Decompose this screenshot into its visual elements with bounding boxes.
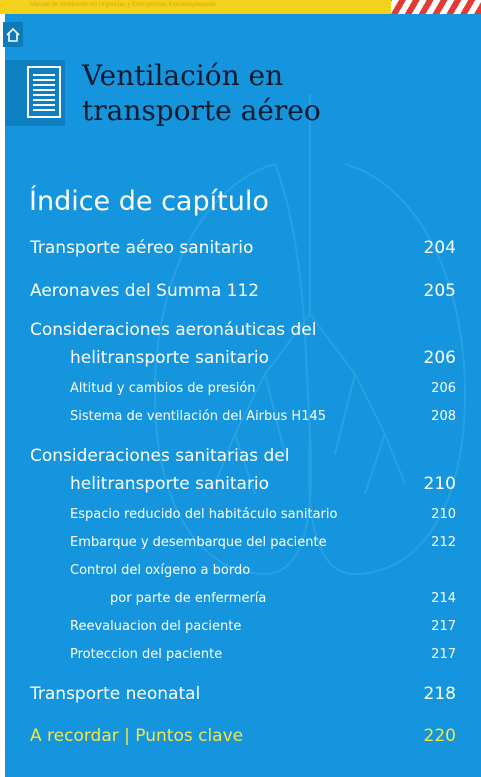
toc-entry-label: Transporte neonatal [30,684,201,704]
toc-entry-page: 206 [431,381,456,396]
toc-entry-label: helitransporte sanitario [70,348,270,368]
toc-entry-page: 217 [431,619,456,634]
toc-entry-label: Consideraciones sanitarias del [30,446,290,466]
toc-entry-label: Consideraciones aeronáuticas del [30,320,317,340]
toc-entry-page: 220 [423,726,456,746]
toc-entry-label: Altitud y cambios de presión [70,381,256,396]
index-heading: Índice de capítulo [29,186,269,217]
toc-entry-page: 210 [423,474,456,494]
toc-entry-page: 214 [431,591,456,606]
toc-entry-label: Reevaluacion del paciente [70,619,242,634]
toc-entry-page: 205 [423,281,456,301]
toc-entry-label: Control del oxígeno a bordo [70,563,251,578]
toc-entry-page: 204 [423,238,456,258]
toc-entry-page: 206 [423,348,456,368]
toc-entry-page: 210 [431,507,456,522]
toc-entry-page: 218 [423,684,456,704]
toc-entry-label: por parte de enfermería [110,591,267,606]
toc-entry-label: Embarque y desembarque del paciente [70,535,327,550]
toc-entry-page: 212 [431,535,456,550]
toc-entry-label: helitransporte sanitario [70,474,270,494]
toc-entry-page: 217 [431,647,456,662]
manual-title: Manual de Ventilación en Urgencias y Emergencias Extrahospitalarias [30,2,217,8]
toc-entry-label: Sistema de ventilación del Airbus H145 [70,409,327,424]
toc-entry-label: Proteccion del paciente [70,647,223,662]
toc-entry-label: A recordar | Puntos clave [30,726,244,746]
chapter-title-line1: Ventilación en [82,59,284,92]
chapter-title-line2: transporte aéreo [82,94,321,127]
toc-entry-page: 208 [431,409,456,424]
toc-entry-label: Transporte aéreo sanitario [30,238,254,258]
toc-entry-label: Aeronaves del Summa 112 [30,281,260,301]
toc-entry-label: Espacio reducido del habitáculo sanitario [70,507,338,522]
